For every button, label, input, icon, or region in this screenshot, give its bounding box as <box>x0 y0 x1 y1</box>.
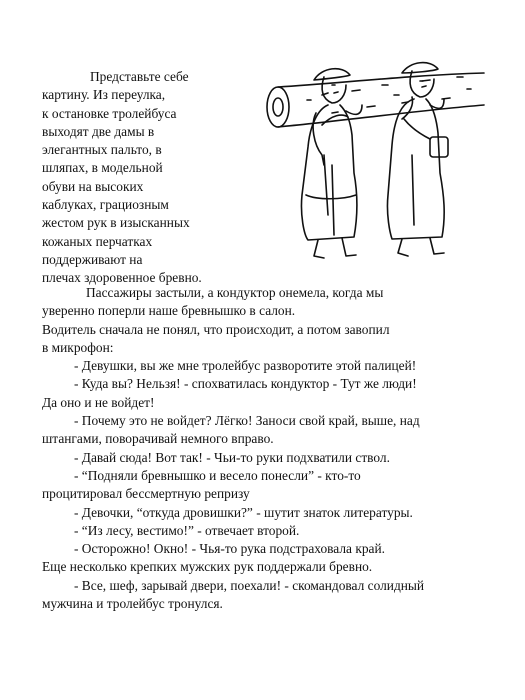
story-line: - Осторожно! Окно! - Чья-то рука подстраховала край. <box>74 541 385 557</box>
intro-line: шляпах, в модельной <box>42 160 163 176</box>
story-line: - Почему это не войдет? Лёгко! Заноси свой край, выше, над <box>74 413 420 429</box>
story-line: - Куда вы? Нельзя! - спохватилась кондуктор - Тут же люди! <box>74 376 417 392</box>
story-line: штангами, поворачивай немного вправо. <box>42 431 274 447</box>
story-line: Водитель сначала не понял, что происходит, а потом завопил <box>42 321 390 337</box>
intro-line: к остановке тролейбуса <box>42 105 177 121</box>
story-line: - Давай сюда! Вот так! - Чьи-то руки подхватили ствол. <box>74 449 390 465</box>
story-line: в микрофон: <box>42 339 114 355</box>
intro-line: жестом рук в изысканных <box>42 215 190 231</box>
story-line: Да оно и не войдет! <box>42 394 155 410</box>
story-line: - Все, шеф, зарывай двери, поехали! - скомандовал солидный <box>74 577 425 593</box>
intro-line: Представьте себе <box>90 69 189 84</box>
intro-paragraph <box>42 68 272 288</box>
intro-line: выходят две дамы в <box>42 123 155 139</box>
intro-line: обуви на высоких <box>42 178 144 194</box>
story-line: - Девочки, “откуда дровишки?” - шутит знаток литературы. <box>74 504 413 520</box>
intro-line: кожаных перчатках <box>42 233 153 249</box>
woman-right-drawing <box>387 63 448 256</box>
intro-line: поддерживают на <box>42 251 143 267</box>
story-line: мужчина и тролейбус тронулся. <box>42 596 223 612</box>
story-line: уверенно поперли наше бревнышко в салон. <box>42 303 296 319</box>
intro-line: картину. Из переулка, <box>42 87 166 103</box>
story-line: - “Из лесу, вестимо!” - отвечает второй. <box>74 522 300 538</box>
story-line: Еще несколько крепких мужских рук поддержали бревно. <box>42 559 373 575</box>
intro-line: плечах здоровенное бревно. <box>42 270 202 286</box>
story-text <box>42 284 512 613</box>
woman-left-drawing <box>301 69 362 258</box>
story-line: - Девушки, вы же мне тролейбус разворотите этой палицей! <box>74 358 417 374</box>
intro-line: каблуках, грациозным <box>42 197 169 213</box>
log-drawing <box>267 73 484 127</box>
story-line: Пассажиры застыли, а кондуктор онемела, когда мы <box>86 285 384 300</box>
story-line: процитировал бессмертную репризу <box>42 486 250 502</box>
story-line: - “Подняли бревнышко и весело понесли” - кто-то <box>74 467 361 483</box>
intro-line: элегантных пальто, в <box>42 142 162 158</box>
two-women-carrying-log-drawing <box>262 55 487 265</box>
